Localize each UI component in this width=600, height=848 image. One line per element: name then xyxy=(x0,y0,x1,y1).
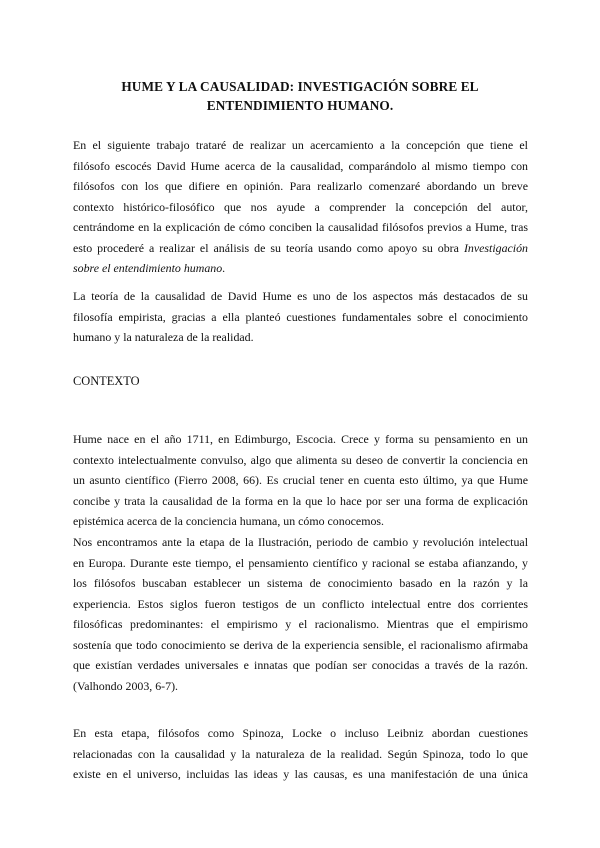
context-paragraph-1 xyxy=(73,429,528,532)
context-paragraph-3 xyxy=(73,723,528,785)
paragraph-line: experiencia. Estos siglos fueron testigos de un conflicto intelectual entre dos corrientes xyxy=(73,596,528,611)
paragraph-line: un asunto científico (Fierro 2008, 66). Es crucial tener en cuenta esto último, ya que Hume xyxy=(73,473,528,487)
paragraph-line: En el siguiente trabajo trataré de realizar un acercamiento a la concepción que tiene el xyxy=(73,138,528,152)
paragraph-line: filósofos con los que difiere en opinión. Para realizarlo comenzaré abordando un breve xyxy=(73,179,528,193)
paragraph-line: los filósofos buscaban establecer un sistema de conocimiento basado en la razón y la xyxy=(73,576,528,590)
paragraph-line: relacionadas con la causalidad y la naturaleza de la realidad. Según Spinoza, todo lo que xyxy=(73,746,528,761)
paragraph-line: Nos encontramos ante la etapa de la Ilustración, periodo de cambio y revolución intelectual xyxy=(73,535,528,549)
paragraph-line: centrándome en la explicación de cómo conciben la causalidad filósofos previos a Hume, tras xyxy=(73,220,528,234)
paragraph-line: En esta etapa, filósofos como Spinoza, Locke o incluso Leibniz abordan cuestiones xyxy=(73,726,528,740)
line-text: esto procederé a realizar el análisis de su teoría usando como apoyo su obra xyxy=(73,240,459,255)
paragraph-line: concibe y trata la causalidad de la forma en la que lo hace por ser una forma de explicación xyxy=(73,493,528,508)
paragraph-line: La teoría de la causalidad de David Hume es uno de los aspectos más destacados de su xyxy=(73,289,528,303)
paragraph-line: contexto histórico-filosófico que nos ayude a comprender la concepción del autor, xyxy=(73,199,528,214)
paragraph-line: filosóficas predominantes: el empirismo y el racionalismo. Mientras que el empirismo xyxy=(73,617,528,631)
work-title-italic: sobre el entendimiento humano xyxy=(73,261,223,275)
title-line-2: ENTENDIMIENTO HUMANO. xyxy=(206,98,394,113)
paragraph-line: (Valhondo 2003, 6-7). xyxy=(73,678,179,693)
paragraph-line xyxy=(73,258,528,279)
line-text: . xyxy=(222,261,226,275)
intro-paragraph-2 xyxy=(73,286,528,348)
document-title xyxy=(60,77,540,115)
section-heading-contexto: CONTEXTO xyxy=(73,374,140,388)
paragraph-line: humano y la naturaleza de la realidad. xyxy=(73,330,254,344)
paragraph-line: contexto intelectualmente convulso, algo que alimenta su deseo de convertir la conciencia en xyxy=(73,452,528,467)
paragraph-line: Hume nace en el año 1711, en Edimburgo, Escocia. Crece y forma su pensamiento en un xyxy=(73,432,528,446)
paragraph-line xyxy=(73,238,528,259)
title-line-1: HUME Y LA CAUSALIDAD: INVESTIGACIÓN SOBRE EL xyxy=(121,79,479,94)
paragraph-line: epistémica acerca de la conciencia humana, un cómo conocemos. xyxy=(73,514,384,528)
context-paragraph-2 xyxy=(73,532,528,696)
paragraph-line: filósofo escocés David Hume acerca de la causalidad, comparándolo al mismo tiempo con xyxy=(73,158,528,173)
paragraph-line: que existían verdades universales e innatas que podían ser conocidas a través de la razón. xyxy=(73,658,528,672)
intro-paragraph-1 xyxy=(73,135,528,279)
work-title-italic: Investigación xyxy=(463,240,528,255)
paragraph-line: existe en el universo, incluidas las ideas y las causas, es una manifestación de una única xyxy=(73,767,528,781)
paragraph-line: filosofía empirista, gracias a ella planteó cuestiones fundamentales sobre el conocimiento xyxy=(73,309,528,324)
paragraph-line: en Europa. Durante este tiempo, el pensamiento científico y racional se estaba afianzando, y xyxy=(73,555,528,570)
paragraph-line: sostenía que todo conocimiento se deriva de la experiencia sensible, el racionalismo afirmaba xyxy=(73,637,528,652)
